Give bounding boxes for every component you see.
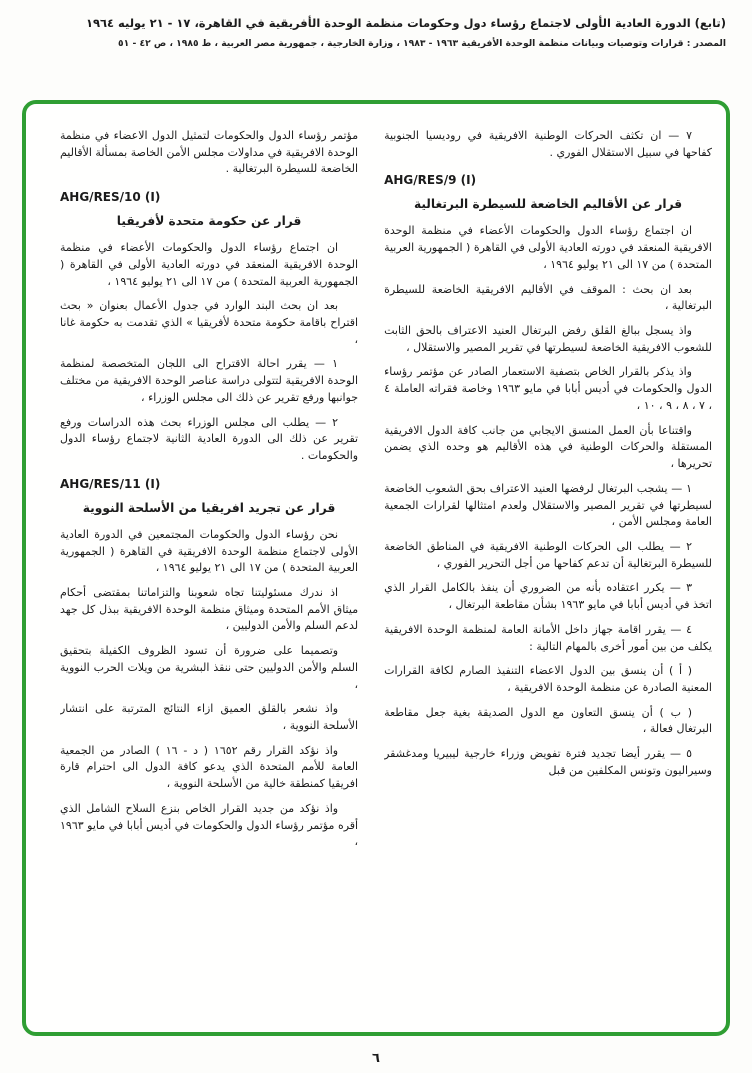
green-border-frame [22, 100, 730, 1036]
resolution-code-ahg-res-11: AHG/RES/11 (I) [60, 476, 161, 491]
resolution-code-ahg-res-10: AHG/RES/10 (I) [60, 190, 161, 205]
paragraph: وتصميما على ضرورة أن تسود الظروف الكفيلة بتحقيق السلم والأمن الدوليين حتى ننقذ البشرية من ويلات الحرب النووية ، [60, 644, 359, 691]
paragraph-subclause-b: ( ب ) أن ينسق التعاون مع الدول الصديقة بغية جعل مقاطعة البرتغال فعالة ، [384, 705, 712, 736]
page-header [26, 16, 726, 49]
paragraph: بعد ان بحث : الموقف في الأقاليم الافريقية الخاضعة للسيطرة البرتغالية ، [384, 282, 712, 313]
paragraph: نحن رؤساء الدول والحكومات المجتمعين في الدورة العادية الأولى لاجتماع منظمة الوحدة الافريقية في القاهرة ( الجمهورية العربية المتحدة ) من ١٧ الى ٢١ يوليو ١٩٦٤ ، [60, 527, 359, 575]
paragraph: واذ نشعر بالقلق العميق ازاء النتائج المترتبة على انتشار الأسلحة النووية ، [60, 702, 359, 732]
paragraph: واقتناعا بأن العمل المنسق الايجابي من جانب كافة الدول الافريقية المستقلة والحركات الوطنية في هذه الأقاليم هو وحده الذي يضمن تحريرها ، [384, 423, 712, 471]
paragraph: واذ نؤكد من جديد القرار الخاص بنزع السلاح الشامل الذي أقره مؤتمر رؤساء الدول والحكومات في أديس أبابا في مايو ١٩٦٣ ، [60, 801, 359, 849]
paragraph: ان اجتماع رؤساء الدول والحكومات الأعضاء في منظمة الوحدة الافريقية المنعقد في دورته العادية الأولى في القاهرة ( الجمهورية العربية المتحدة ) من ١٧ الى ٢١ يوليو ١٩٦٤ ، [60, 241, 359, 288]
paragraph: واذ نؤكد القرار رقم ١٦٥٢ ( د - ١٦ ) الصادر من الجمعية العامة للأمم المتحدة الذي يدعو كافة الدول الى احترام قارة افريقيا كمنطقة خالية من الأسلحة النووية ، [60, 743, 359, 791]
column-right [384, 128, 712, 1016]
column-left [60, 128, 358, 1016]
paragraph: اذ ندرك مسئوليتنا تجاه شعوبنا والتزاماتنا بمقتضى أحكام ميثاق الأمم المتحدة وميثاق منظمة الوحدة الافريقية ببذل كل جهد لدعم السلم والأمن الدوليين ، [60, 585, 359, 633]
paragraph-clause-2: ٢ — يطلب الى الحركات الوطنية الافريقية في المناطق الخاضعة للسيطرة البرتغالية أن تدعم كفاحها من أجل التحرير الفوري ، [384, 539, 712, 570]
paragraph-clause-5: ٥ — يقرر أيضا تجديد فترة تفويض وزراء خارجية ليبيريا ومدغشقر وسيراليون وتونس المكلفين من قبل [384, 747, 712, 777]
resolution-title-denuclearization: قرار عن تجريد افريقيا من الأسلحة النووية [82, 500, 336, 515]
paragraph: واذ يذكر بالقرار الخاص بتصفية الاستعمار الصادر عن مؤتمر رؤساء الدول والحكومات في أديس أبابا في مايو ١٩٦٣ وخاصة فقراته العاملة ٤ ، ٧ ، ٨ ، ٩ ، ١٠ ، [384, 365, 712, 412]
paragraph-clause-1: ١ — يشجب البرتغال لرفضها العنيد الاعتراف بحق الشعوب الخاضعة لسيطرتها في تقرير المصير والاستقلال ولعدم امتثالها لقرارات الجمعية العامة ومجلس الأمن ، [384, 481, 712, 529]
header-source-note: المصدر : قرارات وتوصيات وبيانات منظمة الوحدة الأفريقية ١٩٦٣ - ١٩٨٣ ، وزارة الخارجية ، جمهورية مصر العربية ، ط ١٩٨٥ ، ص ٤٢ - ٥١ [118, 38, 726, 49]
paragraph-clause-2: ٢ — يطلب الى مجلس الوزراء بحث هذه الدراسات ورفع تقرير عن ذلك الى الدورة العادية الثانية لاجتماع رؤساء الدول والحكومات . [60, 415, 359, 463]
page-number: ٦ [372, 1051, 380, 1066]
paragraph: ان اجتماع رؤساء الدول والحكومات الأعضاء في منظمة الوحدة الافريقية المنعقد في دورته العادية الأولى في القاهرة ( الجمهورية العربية المتحدة ) من ١٧ الى ٢١ يوليو ١٩٦٤ ، [384, 224, 712, 271]
resolution-title-portuguese-territories: قرار عن الأقاليم الخاضعة للسيطرة البرتغالية [413, 197, 683, 212]
resolution-code-ahg-res-9: AHG/RES/9 (I) [384, 173, 477, 188]
paragraph-item-7: ٧ — ان تكثف الحركات الوطنية الافريقية في روديسيا الجنوبية كفاحها في سبيل الاستقلال الفوري . [384, 129, 712, 159]
text-columns [26, 104, 726, 1032]
paragraph-subclause-a: ( أ ) أن ينسق بين الدول الاعضاء التنفيذ الصارم لكافة القرارات المعنية الصادرة عن منظمة الوحدة الافريقية ، [384, 664, 712, 694]
resolution-title-united-government: قرار عن حكومة متحدة لأفريقيا [116, 214, 302, 229]
paragraph: بعد ان بحث البند الوارد في جدول الأعمال بعنوان « بحث اقتراح باقامة حكومة متحدة لأفريقيا » الذي تقدمت به حكومة غانا ، [60, 299, 359, 346]
header-title: (تابع) الدورة العادية الأولى لاجتماع رؤساء دول وحكومات منظمة الوحدة الأفريقية في القاهرة، ١٧ - ٢١ يوليه ١٩٦٤ [85, 16, 726, 30]
paragraph-continuation: مؤتمر رؤساء الدول والحكومات لتمثيل الدول الاعضاء في منظمة الوحدة الافريقية في مداولات مجلس الأمن الخاصة بمسألة الأقاليم الخاضعة للسيطرة البرتغالية . [60, 129, 359, 176]
paragraph-clause-3: ٣ — يكرر اعتقاده بأنه من الضروري أن ينفذ بالكامل القرار الذي اتخذ في أديس أبابا في مايو ١٩٦٣ بشأن مقاطعة البرتغال ، [384, 581, 712, 612]
paragraph-clause-1: ١ — يقرر احالة الاقتراح الى اللجان المتخصصة لمنظمة الوحدة الافريقية لتتولى دراسة عناصر الوحدة الافريقية من مختلف جوانبها ورفع تقرير عن ذلك الى مجلس الوزراء ، [60, 357, 359, 404]
paragraph: واذ يسجل ببالغ القلق رفض البرتغال العنيد الاعتراف بالحق الثابت للشعوب الافريقية الخاضعة لسيطرتها في تقرير المصير والاستقلال ، [384, 324, 712, 354]
paragraph-clause-4: ٤ — يقرر اقامة جهاز داخل الأمانة العامة لمنظمة الوحدة الافريقية يكلف من بين أمور أخرى بالمهام التالية : [384, 622, 712, 653]
